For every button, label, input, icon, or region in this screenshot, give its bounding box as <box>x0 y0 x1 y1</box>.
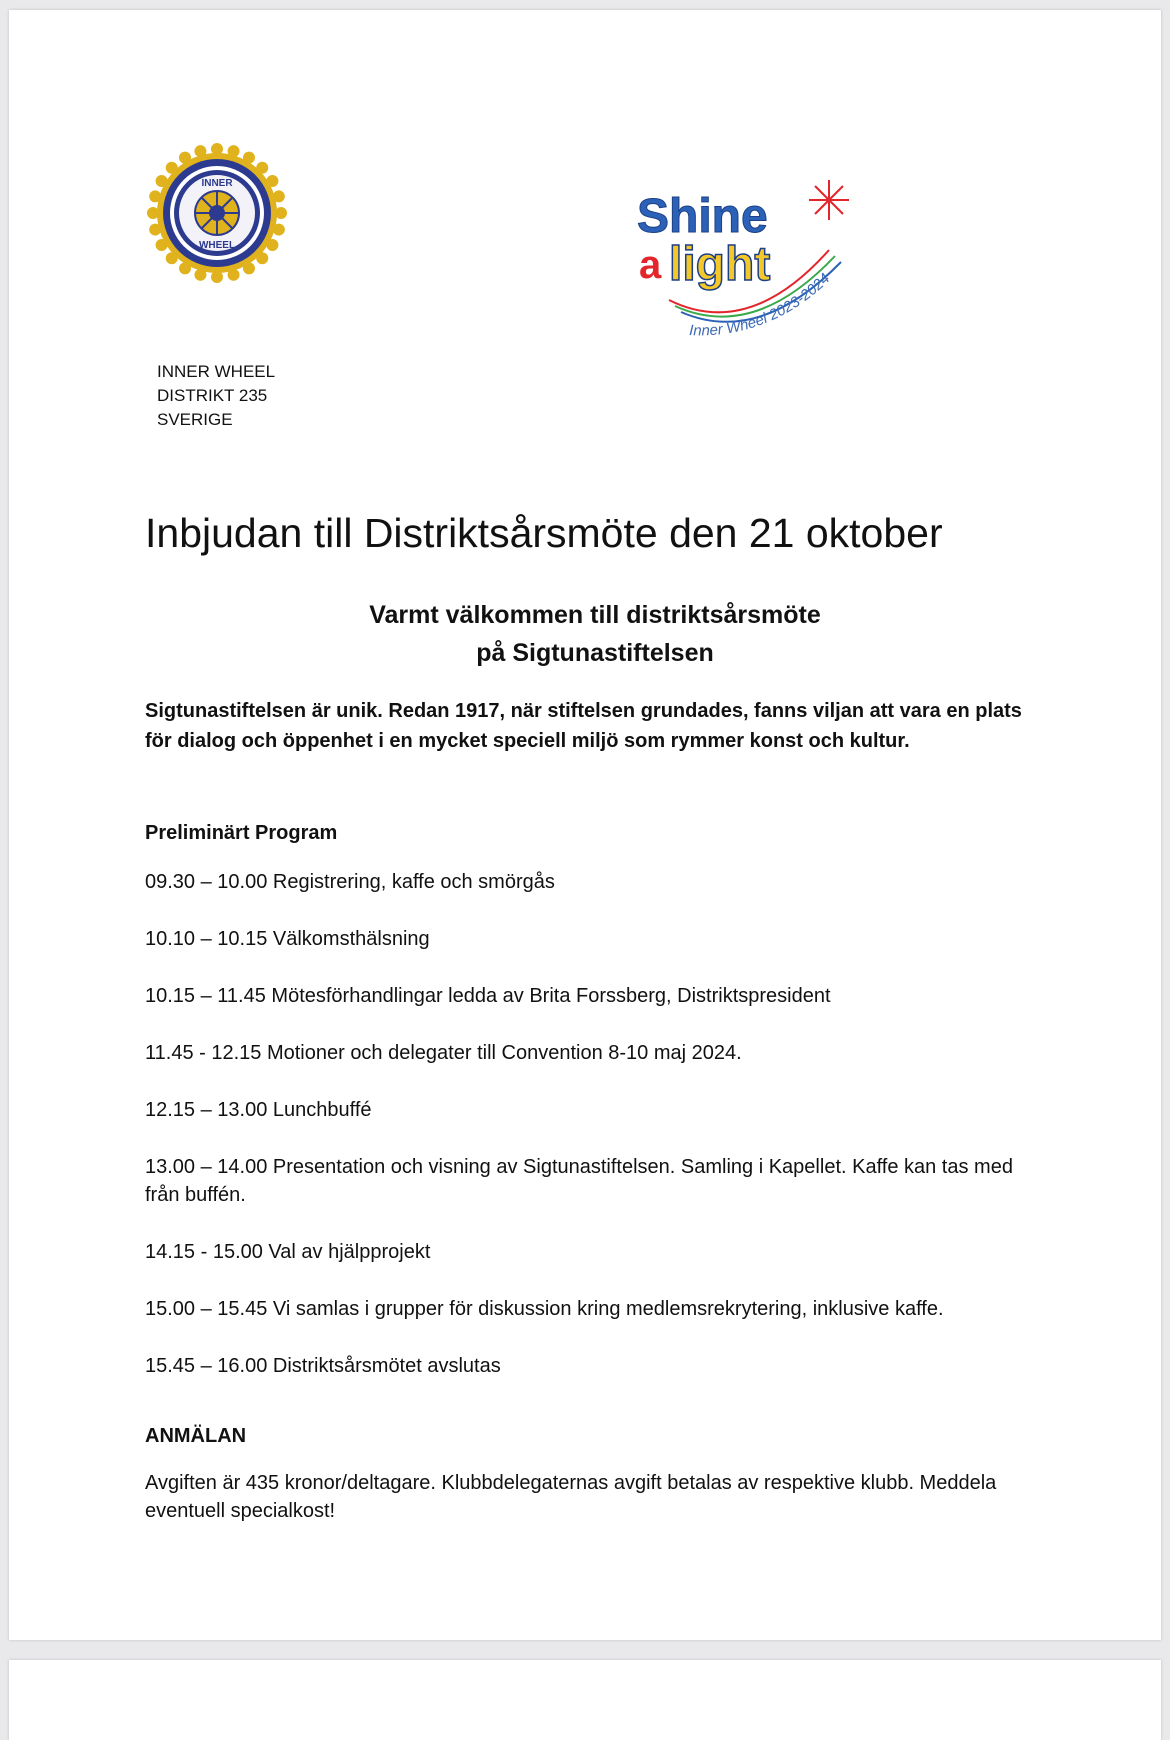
org-line: SVERIGE <box>157 410 233 429</box>
shine-a-word: a <box>639 243 662 287</box>
intro-paragraph: Sigtunastiftelsen är unik. Redan 1917, när stiftelsen grundades, fanns viljan att vara en plats för dialog och öppenhet i en mycket speciell miljö som rymmer konst och kultur. <box>145 700 1022 752</box>
badge-text-bottom: WHEEL <box>198 240 236 251</box>
org-line: DISTRIKT 235 <box>157 386 268 405</box>
program-item: 10.15 – 11.45 Mötesförhandlingar ledda av Brita Forssberg, Distriktspresident <box>145 985 831 1007</box>
shine-arc-text: Inner Wheel 2023-2024 <box>688 270 834 340</box>
program-item: 13.00 – 14.00 Presentation och visning av Sigtunastiftelsen. Samling i Kapellet. Kaffe kan tas med från buffén. <box>145 1156 1013 1206</box>
document-subtitle <box>145 596 1045 672</box>
registration-text: Avgiften är 435 kronor/deltagare. Klubbdelegaternas avgift betalas av respektive klubb. Meddela eventuell specialkost! <box>145 1472 997 1522</box>
program-item: 15.00 – 15.45 Vi samlas i grupper för diskussion kring medlemsrekrytering, inklusive kaffe. <box>145 1298 944 1320</box>
organization-block <box>157 360 275 432</box>
subtitle-line: på Sigtunastiftelsen <box>476 639 714 667</box>
registration-heading: ANMÄLAN <box>145 1425 247 1447</box>
badge-text-top: INNER <box>201 178 233 189</box>
program-item: 09.30 – 10.00 Registrering, kaffe och smörgås <box>145 871 555 893</box>
shine-word: Shine <box>637 190 768 243</box>
program-heading: Preliminärt Program <box>145 822 338 844</box>
shine-light-word: light <box>669 238 771 291</box>
inner-wheel-logo <box>144 140 290 286</box>
program-item: 10.10 – 10.15 Välkomsthälsning <box>145 928 430 950</box>
org-line: INNER WHEEL <box>157 362 276 381</box>
program-list <box>145 868 1045 1409</box>
program-item: 15.45 – 16.00 Distriktsårsmötet avslutas <box>145 1355 501 1377</box>
document-page <box>9 10 1161 1640</box>
shine-a-light-logo <box>629 170 889 370</box>
subtitle-line: Varmt välkommen till distriktsårsmöte <box>369 601 821 629</box>
program-item: 14.15 - 15.00 Val av hjälpprojekt <box>145 1241 431 1263</box>
document-title: Inbjudan till Distriktsårsmöte den 21 oktober <box>145 510 943 556</box>
next-page <box>9 1660 1161 1740</box>
program-item: 11.45 - 12.15 Motioner och delegater till Convention 8-10 maj 2024. <box>145 1042 742 1064</box>
program-item: 12.15 – 13.00 Lunchbuffé <box>145 1099 372 1121</box>
